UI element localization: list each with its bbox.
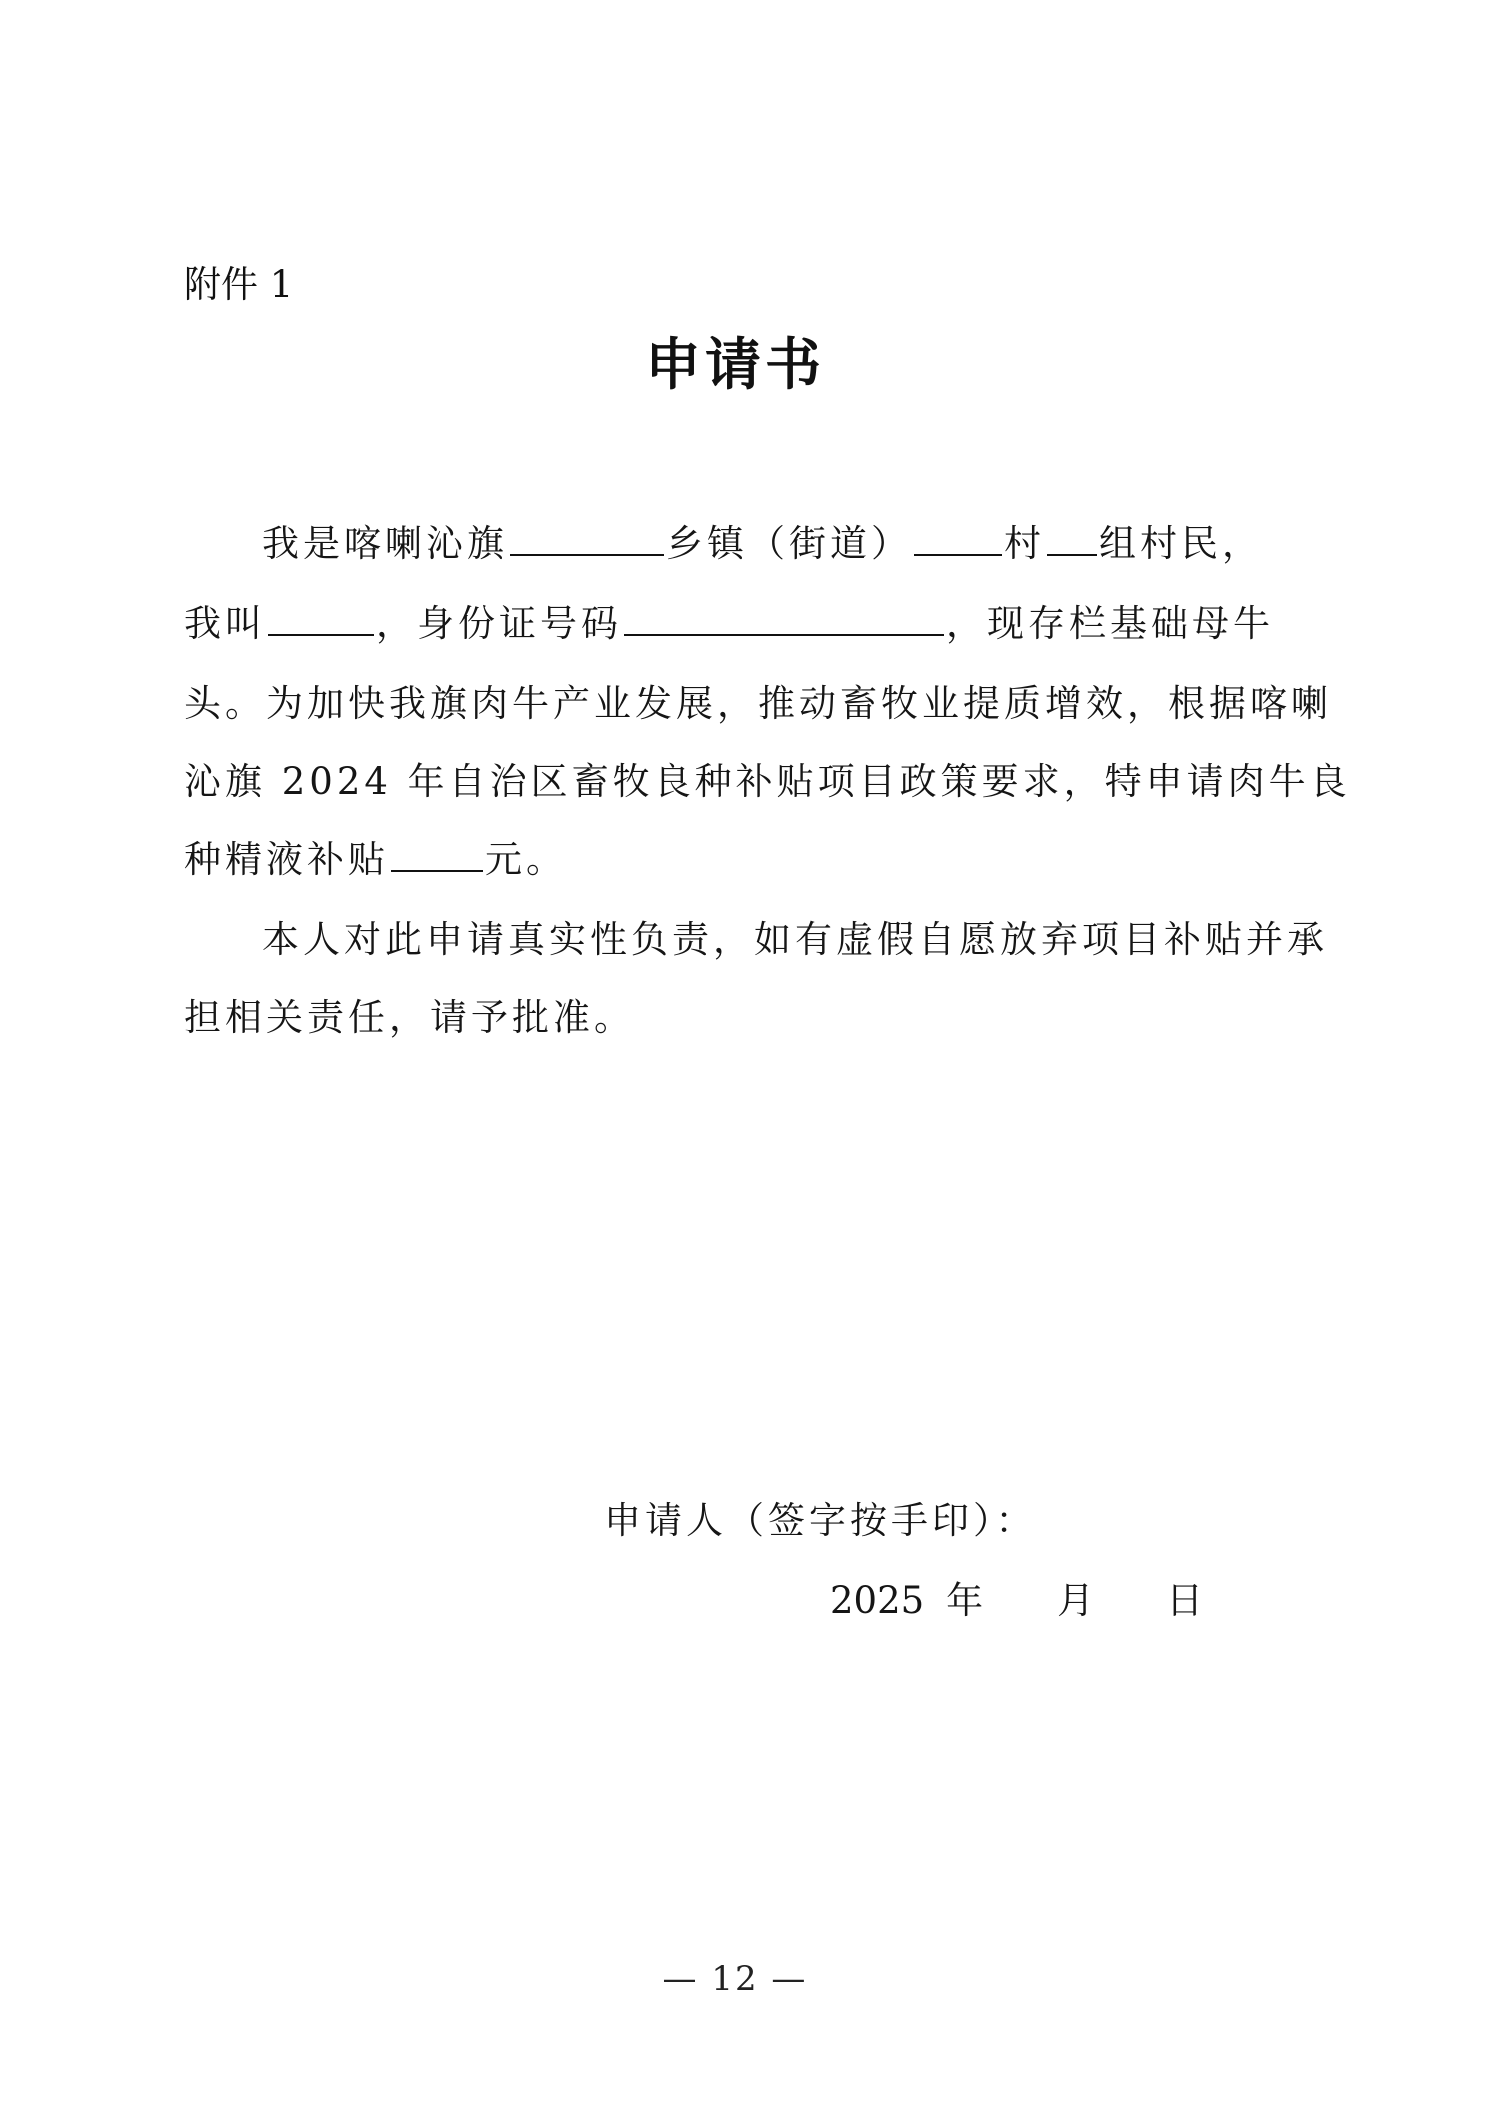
date-year: 2025 bbox=[830, 1579, 925, 1622]
subsidy-amount-blank[interactable] bbox=[391, 838, 483, 872]
hometown-prefix: 我是喀喇沁旗 bbox=[262, 522, 508, 565]
village-blank[interactable] bbox=[914, 522, 1002, 556]
paragraph2-line2: 担相关责任，请予批准。 bbox=[184, 996, 635, 1039]
id-number-blank[interactable] bbox=[624, 602, 944, 636]
paragraph1-line1 bbox=[262, 520, 1263, 568]
paragraph1-line4: 沁旗 2024 年自治区畜牧良种补贴项目政策要求，特申请肉牛良 bbox=[184, 760, 1351, 803]
paragraph2-line1: 本人对此申请真实性负责，如有虚假自愿放弃项目补贴并承 bbox=[262, 918, 1328, 961]
id-number-label: ，身份证号码 bbox=[376, 602, 622, 645]
village-suffix: 村 bbox=[1004, 522, 1045, 565]
date-day-char: 日 bbox=[1166, 1579, 1204, 1622]
applicant-signature-label: 申请人（签字按手印）： bbox=[604, 1499, 1037, 1542]
name-prefix: 我叫 bbox=[184, 602, 266, 645]
township-suffix: 乡镇（街道） bbox=[666, 522, 912, 565]
document-title: 申请书 bbox=[645, 332, 825, 398]
name-blank[interactable] bbox=[268, 602, 374, 636]
subsidy-prefix: 种精液补贴 bbox=[184, 838, 389, 881]
attachment-label: 附件 1 bbox=[184, 263, 294, 306]
group-blank[interactable] bbox=[1047, 522, 1097, 556]
paragraph1-line3: 头。为加快我旗肉牛产业发展，推动畜牧业提质增效，根据喀喇 bbox=[184, 682, 1332, 725]
paragraph1-line5 bbox=[184, 836, 567, 884]
subsidy-suffix: 元。 bbox=[485, 838, 567, 881]
page-number: — 12 — bbox=[662, 1959, 808, 1999]
signature-date bbox=[830, 1577, 1203, 1625]
township-blank[interactable] bbox=[510, 522, 664, 556]
cattle-count-label: ，现存栏基础母牛 bbox=[946, 602, 1274, 645]
paragraph1-line2 bbox=[184, 600, 1274, 648]
group-suffix: 组村民， bbox=[1099, 522, 1263, 565]
date-month-char: 月 bbox=[1057, 1579, 1095, 1622]
date-year-char: 年 bbox=[946, 1579, 984, 1622]
